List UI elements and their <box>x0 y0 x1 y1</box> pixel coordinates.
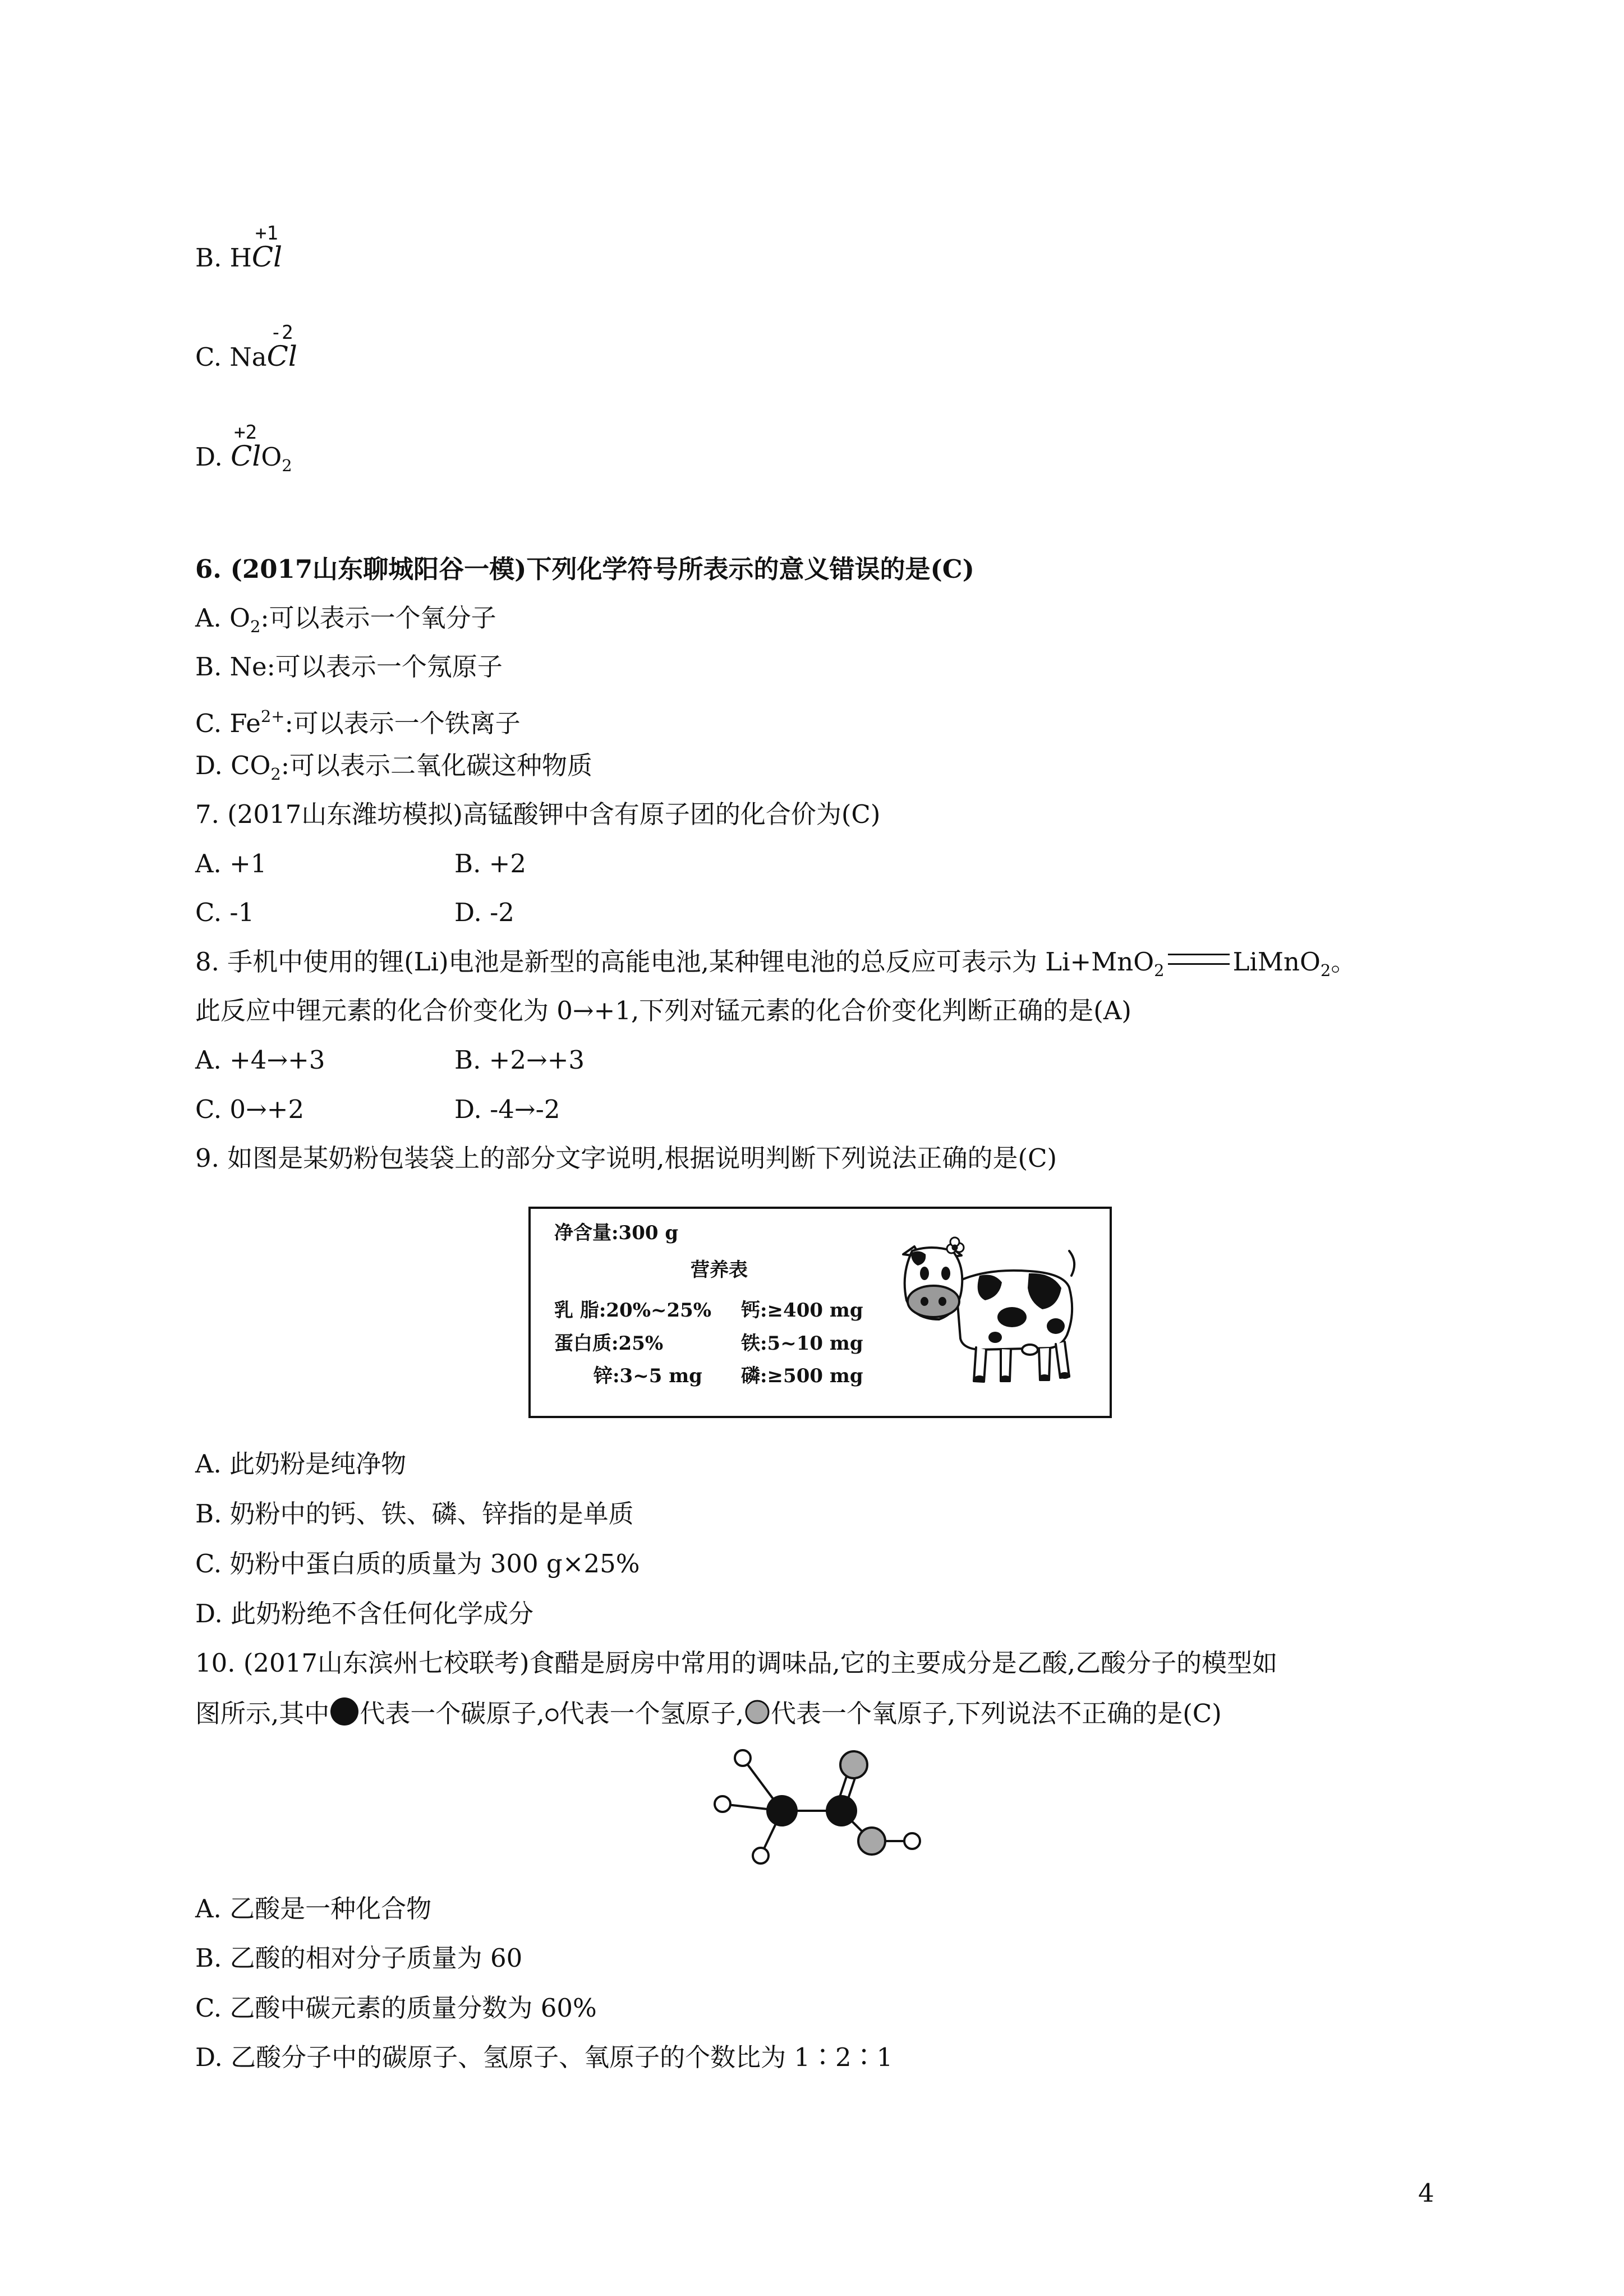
q9-option-d <box>195 1597 533 1631</box>
q5-d-o: O <box>261 442 282 472</box>
milk-powder-label <box>528 1207 1112 1418</box>
q9-stem <box>195 1142 1057 1175</box>
q5-d-symbol: Cl <box>231 440 261 472</box>
oxygen-atom-icon <box>744 1699 771 1726</box>
hydrogen-atom-icon <box>545 1706 559 1723</box>
q5-option-c <box>195 321 297 374</box>
q9-a-text: A. 此奶粉是纯净物 <box>195 1449 407 1479</box>
q5-d-charge: +2 <box>234 421 257 444</box>
q9-stem-text: 9. 如图是某奶粉包装袋上的部分文字说明,根据说明判断下列说法正确的是(C) <box>195 1143 1057 1173</box>
q9-d-text: D. 此奶粉绝不含任何化学成分 <box>195 1599 534 1628</box>
label-net-weight: 净含量:300 g <box>554 1222 679 1244</box>
q5-d-prefix: D. <box>195 442 231 472</box>
q10-stem-text: 10. (2017山东滨州七校联考)食醋是厨房中常用的调味品,它的主要成分是乙酸,乙酸分子的模型如 <box>195 1648 1278 1678</box>
q6-option-c <box>195 700 521 740</box>
q10-stem2-a: 图所示,其中 <box>195 1699 330 1728</box>
q8-c: C. 0→+2 <box>195 1094 305 1124</box>
q6-c-post: :可以表示一个铁离子 <box>284 708 521 738</box>
label-row1-left: 乳 脂:20%~25% <box>554 1299 712 1322</box>
q7-b: B. +2 <box>454 849 527 878</box>
acetic-acid-molecule-model <box>707 1745 942 1874</box>
q7-options-row2 <box>195 896 514 930</box>
q9-option-c <box>195 1547 640 1581</box>
q10-option-c <box>195 1991 597 2025</box>
carbon-atom-icon <box>329 1696 360 1727</box>
q8-b: B. +2→+3 <box>454 1045 585 1075</box>
q5-b-prefix: B. H <box>195 243 252 273</box>
q6-a-pre: A. O <box>195 603 250 633</box>
q6-d-sub: 2 <box>270 765 281 784</box>
q8-options-row1 <box>195 1043 585 1077</box>
q10-stem-line2 <box>195 1696 1222 1731</box>
q9-c-text: C. 奶粉中蛋白质的质量为 300 g×25% <box>195 1549 640 1579</box>
q8-a: A. +4→+3 <box>195 1045 325 1075</box>
q10-option-a <box>195 1892 431 1926</box>
q7-stem-text: 7. (2017山东潍坊模拟)高锰酸钾中含有原子团的化合价为(C) <box>195 799 881 829</box>
q10-a-text: A. 乙酸是一种化合物 <box>195 1894 432 1924</box>
cow-illustration <box>895 1234 1080 1397</box>
q7-d: D. -2 <box>454 898 514 927</box>
q6-option-b <box>195 650 503 684</box>
label-table-title: 营养表 <box>691 1259 748 1281</box>
q9-b-text: B. 奶粉中的钙、铁、磷、锌指的是单质 <box>195 1499 634 1529</box>
q10-stem <box>195 1646 1277 1680</box>
q10-stem2-b: 代表一个碳原子, <box>360 1699 545 1728</box>
q6-stem <box>195 553 974 586</box>
q5-b-charge: +1 <box>255 222 278 245</box>
label-row2-left: 蛋白质:25% <box>554 1332 664 1355</box>
q5-option-b <box>195 222 283 275</box>
q8-stem-pre: 8. 手机中使用的锂(Li)电池是新型的高能电池,某种锂电池的总反应可表示为 Li+MnO <box>195 947 1154 977</box>
q5-c-prefix: C. Na <box>195 342 267 372</box>
q10-b-text: B. 乙酸的相对分子质量为 60 <box>195 1943 523 1973</box>
q6-option-a <box>195 601 496 643</box>
q6-b-text: B. Ne:可以表示一个氖原子 <box>195 652 503 682</box>
q8-d: D. -4→-2 <box>454 1094 560 1124</box>
q10-stem2-d: 代表一个氧原子,下列说法不正确的是(C) <box>770 1699 1222 1728</box>
q8-stem2-text: 此反应中锂元素的化合价变化为 0→+1,下列对锰元素的化合价变化判断正确的是(A) <box>195 996 1131 1025</box>
q8-stem-end: 。 <box>1331 947 1356 977</box>
q6-c-sup: 2+ <box>260 707 285 726</box>
q6-d-pre: D. CO <box>195 751 271 780</box>
label-row2-right: 铁:5~10 mg <box>741 1332 863 1355</box>
q8-stem-sub1: 2 <box>1154 961 1165 980</box>
q5-option-d <box>195 421 292 482</box>
q6-option-d <box>195 749 592 791</box>
q10-option-d <box>195 2041 892 2074</box>
q5-c-symbol: Cl <box>266 340 297 372</box>
q7-c: C. -1 <box>195 898 255 927</box>
page-number: 4 <box>1418 2178 1434 2208</box>
q7-a: A. +1 <box>195 849 267 878</box>
q10-d-text: D. 乙酸分子中的碳原子、氢原子、氧原子的个数比为 1∶2∶1 <box>195 2042 893 2072</box>
q10-c-text: C. 乙酸中碳元素的质量分数为 60% <box>195 1993 597 2023</box>
q8-options-row2 <box>195 1093 560 1126</box>
q10-stem2-c: 代表一个氢原子, <box>559 1699 744 1728</box>
q6-a-sub: 2 <box>250 617 261 636</box>
q7-options-row1 <box>195 847 527 881</box>
q9-option-b <box>195 1497 634 1531</box>
label-row3-left: 锌:3~5 mg <box>594 1365 702 1387</box>
q9-option-a <box>195 1447 406 1481</box>
label-row1-right: 钙:≥400 mg <box>741 1299 863 1322</box>
q6-d-post: :可以表示二氧化碳这种物质 <box>280 751 593 780</box>
q8-stem-line2 <box>195 994 1131 1028</box>
q5-b-symbol: Cl <box>251 241 283 273</box>
q8-stem-sub2: 2 <box>1320 961 1331 980</box>
q10-option-b <box>195 1941 522 1975</box>
q5-d-o-sub: 2 <box>282 456 292 475</box>
q6-c-pre: C. Fe <box>195 708 261 738</box>
q5-c-charge: -2 <box>270 321 293 344</box>
q8-stem <box>195 945 1356 987</box>
label-row3-right: 磷:≥500 mg <box>741 1365 863 1387</box>
q8-stem-mid: LiMnO <box>1232 947 1321 977</box>
q7-stem <box>195 798 880 831</box>
q6-a-post: :可以表示一个氧分子 <box>260 603 496 633</box>
equals-bar <box>1168 954 1230 965</box>
q6-stem-text: 6. (2017山东聊城阳谷一模)下列化学符号所表示的意义错误的是(C) <box>195 554 974 584</box>
